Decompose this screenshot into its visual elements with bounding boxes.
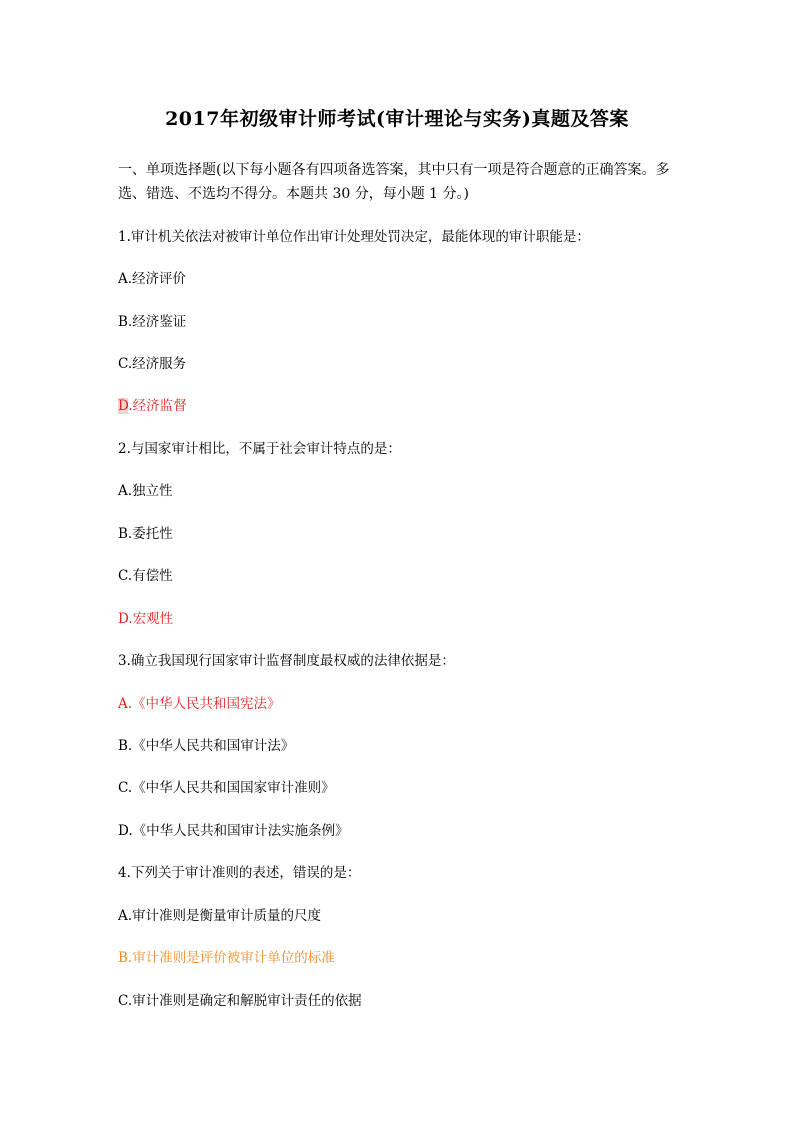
question-2-stem: 2.与国家审计相比，不属于社会审计特点的是： <box>118 441 401 457</box>
question-2-option-a: A.独立性 <box>118 483 173 499</box>
question-2-option-d-answer: D.宏观性 <box>118 611 174 627</box>
question-2-option-c: C.有偿性 <box>118 568 173 584</box>
question-3-option-d: D.《中华人民共和国审计法实施条例》 <box>118 823 349 839</box>
option-d-letter-highlight: D <box>118 398 129 414</box>
question-1-option-a: A.经济评价 <box>118 271 187 287</box>
section-heading: 一、单项选择题(以下每小题各有四项备选答案，其中只有一项是符合题意的正确答案。多选、错选、不选均不得分。本题共 30 分，每小题 1 分。) <box>118 162 670 202</box>
question-1-option-b: B.经济鉴证 <box>118 314 187 330</box>
question-4-option-c: C.审计准则是确定和解脱审计责任的依据 <box>118 993 362 1009</box>
question-3-option-c: C.《中华人民共和国国家审计准则》 <box>118 780 335 796</box>
question-2-option-b: B.委托性 <box>118 526 173 542</box>
option-d-text: .经济监督 <box>128 398 187 414</box>
question-1-stem: 1.审计机关依法对被审计单位作出审计处理处罚决定，最能体现的审计职能是： <box>118 229 590 245</box>
question-4-option-b-answer: B.审计准则是评价被审计单位的标准 <box>118 950 335 966</box>
question-4-option-a: A.审计准则是衡量审计质量的尺度 <box>118 908 322 924</box>
question-1-option-d-answer <box>118 397 187 415</box>
question-1-option-c: C.经济服务 <box>118 356 187 372</box>
question-3-option-b: B.《中华人民共和国审计法》 <box>118 738 295 754</box>
document-title: 2017年初级审计师考试(审计理论与实务)真题及答案 <box>165 108 629 130</box>
question-3-stem: 3.确立我国现行国家审计监督制度最权威的法律依据是： <box>118 653 455 669</box>
question-3-option-a-answer: A.《中华人民共和国宪法》 <box>118 696 281 712</box>
question-4-stem: 4.下列关于审计准则的表述，错误的是： <box>118 865 361 881</box>
